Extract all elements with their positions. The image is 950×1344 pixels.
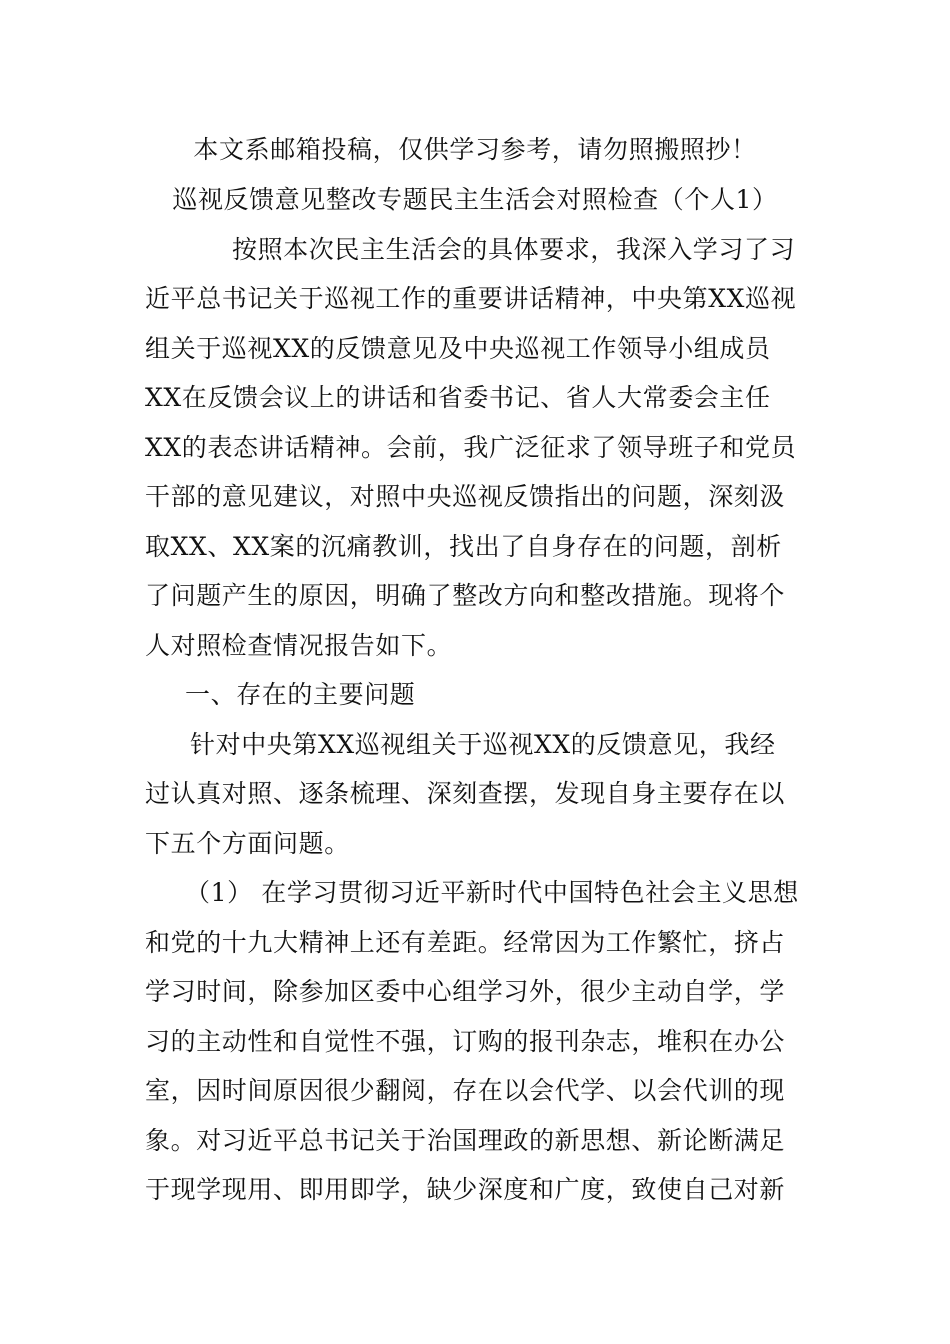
intro-line: XX在反馈会议上的讲话和省委书记、省人大常委会主任 [145,383,771,412]
notice-text: 本文系邮箱投稿，仅供学习参考，请勿照搬照抄！ [193,135,757,164]
intro-line: 按照本次民主生活会的具体要求，我深入学习了习 [232,235,796,264]
intro-line: 人对照检查情况报告如下。 [145,631,453,660]
intro-line: 干部的意见建议，对照中央巡视反馈指出的问题，深刻汲 [145,482,786,511]
intro-line: 组关于巡视XX的反馈意见及中央巡视工作领导小组成员 [145,334,771,363]
item-one-line: 学习时间，除参加区委中心组学习外，很少主动自学，学 [145,977,786,1006]
item-one-line: 象。对习近平总书记关于治国理政的新思想、新论断满足 [145,1126,786,1155]
intro-line: 了问题产生的原因，明确了整改方向和整改措施。现将个 [145,581,786,610]
section-intro-line: 针对中央第XX巡视组关于巡视XX的反馈意见，我经 [190,730,776,759]
item-one-line: 习的主动性和自觉性不强，订购的报刊杂志，堆积在办公 [145,1027,786,1056]
intro-line: 取XX、XX案的沉痛教训，找出了自身存在的问题，剖析 [145,532,782,561]
item-one-line: 和党的十九大精神上还有差距。经常因为工作繁忙，挤占 [145,928,786,957]
section-heading: 一、存在的主要问题 [185,680,416,709]
item-one-line: （1） 在学习贯彻习近平新时代中国特色社会主义思想 [185,878,799,907]
intro-line: 近平总书记关于巡视工作的重要讲话精神，中央第XX巡视 [145,284,797,313]
section-intro-line: 过认真对照、逐条梳理、深刻查摆，发现自身主要存在以 [145,779,786,808]
intro-line: XX的表态讲话精神。会前，我广泛征求了领导班子和党员 [145,433,797,462]
item-one-line: 室，因时间原因很少翻阅，存在以会代学、以会代训的现 [145,1076,786,1105]
section-intro-line: 下五个方面问题。 [145,829,350,858]
item-one-line: 于现学现用、即用即学，缺少深度和广度，致使自己对新 [145,1175,786,1204]
document-title: 巡视反馈意见整改专题民主生活会对照检查（个人1） [172,185,778,214]
